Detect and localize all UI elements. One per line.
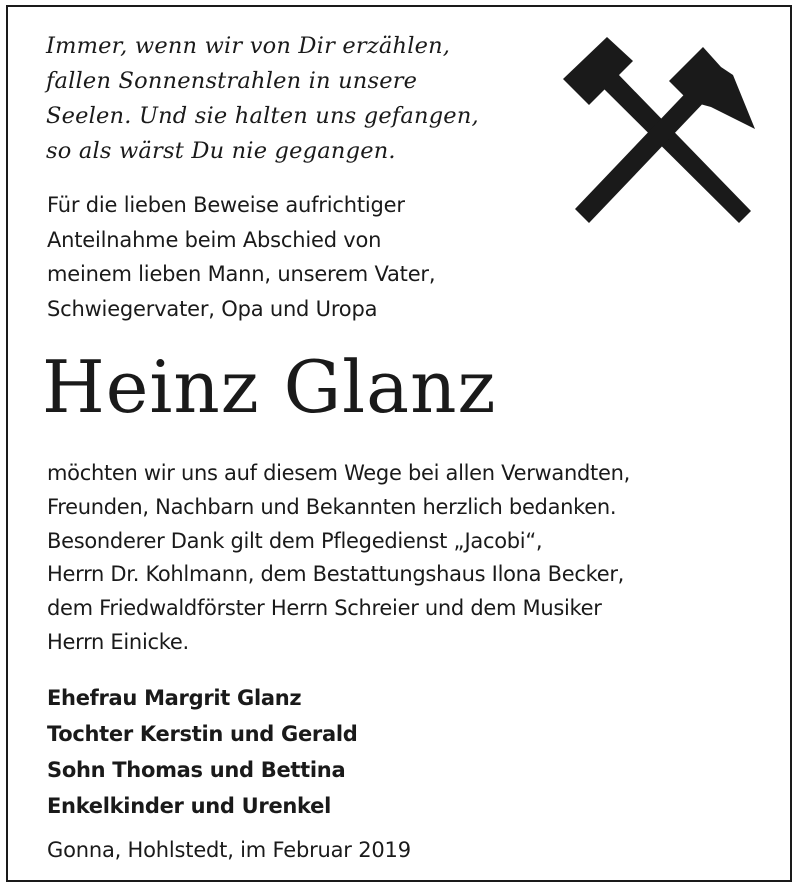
- signer: Ehefrau Margrit Glanz: [47, 686, 302, 710]
- intro-line: Anteilnahme beim Abschied von: [47, 227, 382, 252]
- obituary-notice: [6, 5, 792, 882]
- thanks-line: möchten wir uns auf diesem Wege bei allen Verwandten,: [47, 461, 630, 485]
- intro-line: Schwiegervater, Opa und Uropa: [47, 296, 378, 321]
- intro-line: meinem lieben Mann, unserem Vater,: [47, 262, 436, 286]
- thanks-line: Besonderer Dank gilt dem Pflegedienst „Jacobi“,: [47, 528, 543, 553]
- thanks-line: Herrn Einicke.: [47, 629, 189, 654]
- crossed-hammers-icon: [561, 31, 771, 231]
- poem-line: so als wärst Du nie gegangen.: [46, 138, 396, 164]
- thanks-text: [47, 457, 630, 660]
- poem-line: Immer, wenn wir von Dir erzählen,: [46, 33, 451, 59]
- signer: Sohn Thomas und Bettina: [47, 758, 346, 782]
- intro-line: Für die lieben Beweise aufrichtiger: [47, 193, 405, 217]
- signer: Enkelkinder und Urenkel: [47, 794, 331, 818]
- signer: Tochter Kerstin und Gerald: [47, 722, 358, 746]
- place-and-date: Gonna, Hohlstedt, im Februar 2019: [47, 838, 411, 862]
- signers-list: [47, 680, 358, 824]
- thanks-line: dem Friedwaldförster Herrn Schreier und dem Musiker: [47, 596, 602, 621]
- memorial-poem: [46, 29, 479, 169]
- intro-text: [47, 188, 435, 326]
- thanks-line: Freunden, Nachbarn und Bekannten herzlich bedanken.: [47, 494, 617, 519]
- deceased-name: Heinz Glanz: [42, 345, 497, 429]
- thanks-line: Herrn Dr. Kohlmann, dem Bestattungshaus Ilona Becker,: [47, 562, 625, 587]
- poem-line: fallen Sonnenstrahlen in unsere: [46, 68, 418, 94]
- poem-line: Seelen. Und sie halten uns gefangen,: [46, 103, 479, 129]
